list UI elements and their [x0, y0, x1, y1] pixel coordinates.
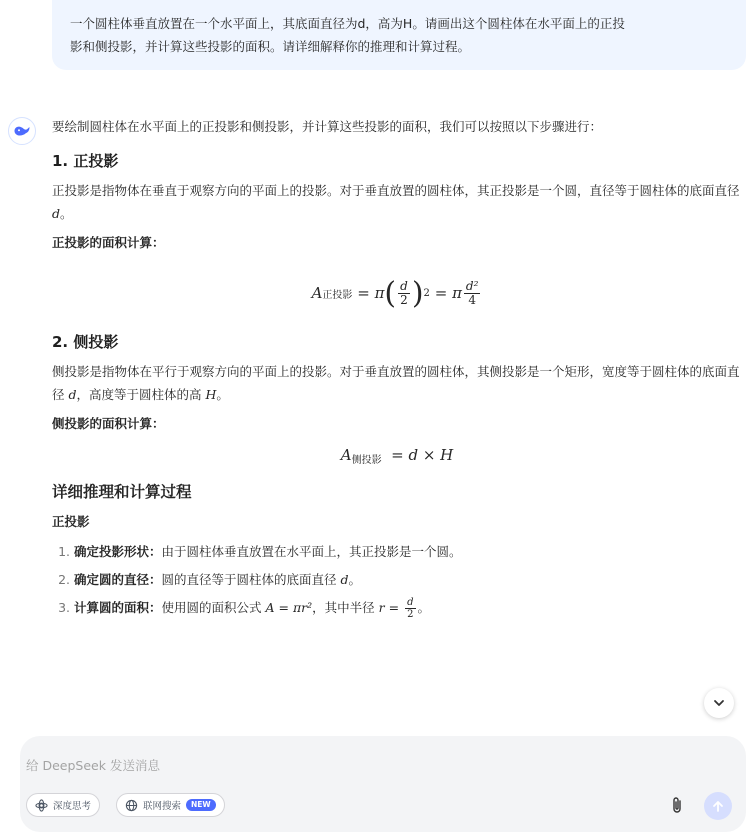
list-item	[74, 594, 742, 622]
side-area-label: 侧投影的面积计算：	[52, 416, 165, 431]
section-heading-side-projection: 2. 侧投影	[52, 333, 119, 351]
step-text: ，其中半径	[312, 600, 375, 615]
fraction-numerator: d	[407, 597, 414, 608]
deep-think-button[interactable]	[26, 793, 100, 817]
punctuation: 。	[417, 600, 431, 615]
web-search-button[interactable]	[116, 793, 225, 817]
attach-button[interactable]	[667, 794, 687, 816]
step-title: 计算圆的面积：	[74, 600, 162, 615]
steps-list	[52, 538, 742, 622]
fraction-denominator: 2	[400, 292, 408, 307]
punctuation: 。	[348, 572, 362, 587]
globe-icon	[125, 799, 138, 812]
formula-subscript: 侧投影	[351, 455, 382, 466]
arrow-up-icon	[711, 799, 725, 813]
punctuation: 。	[60, 206, 73, 221]
math-area-formula: A = πr²	[265, 600, 313, 615]
side-projection-text	[52, 360, 742, 406]
user-message-line: 影和侧投影，并计算这些投影的面积。请详细解释你的推理和计算过程。	[70, 39, 471, 54]
user-message-bubble	[52, 0, 746, 70]
list-item	[74, 538, 742, 566]
fraction-denominator: 2	[407, 609, 414, 620]
front-area-formula: A 正投影 = π ( $\frac{d}{2}$ ) 2 = π $\frac{\text{d²}}{4}$	[311, 275, 479, 311]
web-search-label: 联网搜索	[143, 801, 182, 812]
step-title: 确定投影形状：	[74, 544, 162, 559]
deepseek-whale-icon	[13, 124, 31, 138]
step-text: 由于圆柱体垂直放置在水平面上，其正投影是一个圆。	[161, 544, 462, 559]
front-projection-text	[52, 179, 742, 225]
formula-rhs: = d × H	[391, 446, 454, 464]
equals-sign: =	[357, 284, 370, 302]
message-composer	[20, 736, 746, 832]
punctuation: 。	[216, 387, 229, 402]
pi-symbol: π	[374, 284, 385, 302]
math-d: d	[52, 206, 61, 221]
equals-sign: =	[434, 284, 448, 302]
side-area-formula	[52, 446, 742, 466]
side-projection-mid: ，高度等于圆柱体的高	[76, 387, 202, 402]
send-button[interactable]	[704, 792, 732, 820]
side-projection-desc: 侧投影是指物体在平行于观察方向的平面上的投影。对于垂直放置的圆柱体，其侧投影是一个矩形，宽度等于圆柱体的底面直径	[52, 364, 740, 402]
detail-subheading: 正投影	[52, 514, 90, 529]
math-radius: r =	[378, 600, 400, 615]
fraction-denominator: 4	[468, 292, 476, 307]
front-area-label: 正投影的面积计算：	[52, 235, 165, 250]
section-heading-front-projection: 1. 正投影	[52, 152, 119, 170]
math-d: d	[340, 572, 349, 587]
paperclip-icon	[671, 796, 683, 814]
step-text: 圆的直径等于圆柱体的底面直径	[161, 572, 337, 587]
fraction-d-over-2	[405, 597, 415, 620]
fraction-numerator: d	[400, 278, 408, 293]
list-item	[74, 566, 742, 594]
step-text: 使用圆的面积公式	[161, 600, 262, 615]
step-title: 确定圆的直径：	[74, 572, 162, 587]
formula-lhs: A	[340, 446, 352, 464]
fraction-d-over-2	[398, 280, 410, 307]
chevron-down-icon	[712, 696, 726, 710]
detail-heading: 详细推理和计算过程	[52, 483, 192, 501]
pi-symbol: π	[452, 284, 462, 302]
exponent: 2	[423, 287, 430, 299]
deep-think-icon	[35, 799, 48, 812]
formula-lhs: A	[311, 284, 323, 302]
assistant-avatar	[8, 117, 36, 145]
user-message-line: 一个圆柱体垂直放置在一个水平面上，其底面直径为d，高为H。请画出这个圆柱体在水平面上的正投	[70, 16, 625, 31]
assistant-response	[52, 108, 742, 622]
scroll-down-button[interactable]	[704, 688, 734, 718]
fraction-d2-over-4	[464, 280, 481, 307]
math-h: H	[205, 387, 217, 402]
formula-subscript: 正投影	[322, 289, 353, 301]
math-d: d	[68, 387, 77, 402]
new-badge: NEW	[186, 799, 216, 811]
front-projection-desc: 正投影是指物体在垂直于观察方向的平面上的投影。对于垂直放置的圆柱体，其正投影是一个圆，直径等于圆柱体的底面直径	[52, 183, 740, 198]
response-intro: 要绘制圆柱体在水平面上的正投影和侧投影，并计算这些投影的面积，我们可以按照以下步骤进行：	[52, 119, 603, 134]
deep-think-label: 深度思考	[53, 801, 92, 812]
fraction-numerator: d²	[465, 278, 479, 293]
message-input[interactable]: 给 DeepSeek 发送消息	[26, 758, 160, 773]
